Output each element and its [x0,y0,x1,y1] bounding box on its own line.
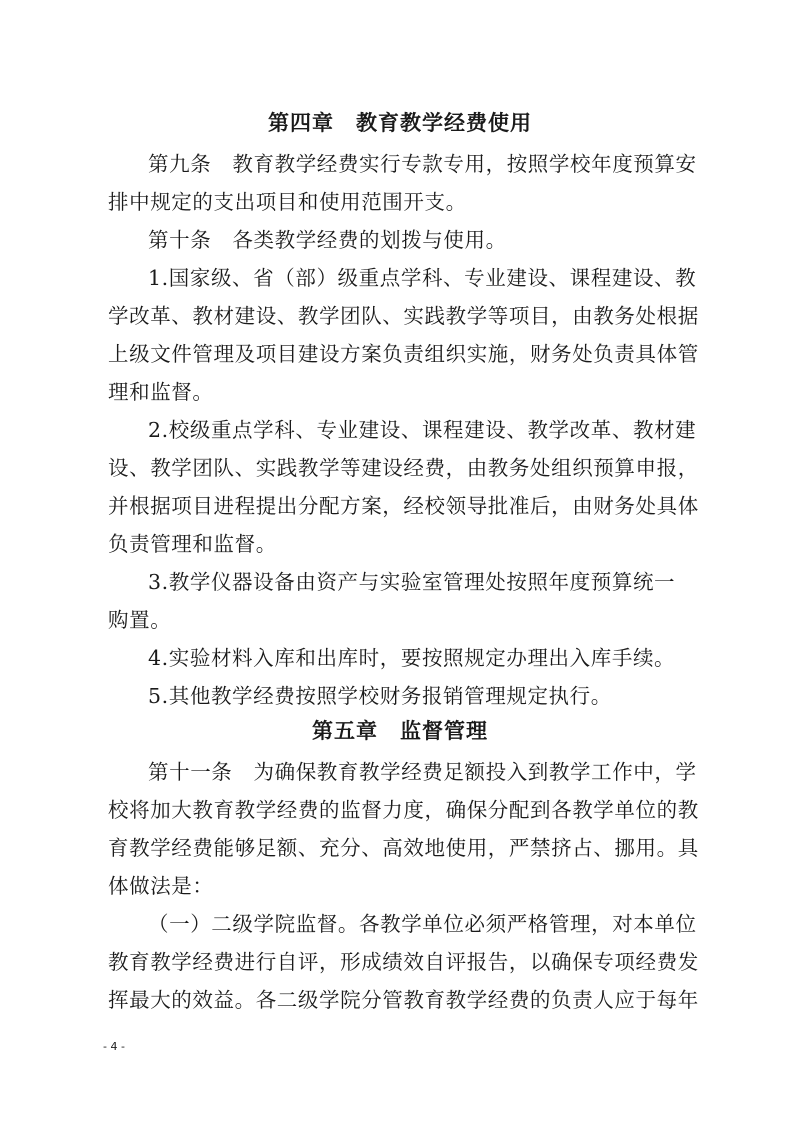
article-9-line-2: 排中规定的支出项目和使用范围开支。 [108,190,467,214]
item-2-line-4: 负责管理和监督。 [108,532,277,556]
item-5-line-1: 5.其他教学经费按照学校财务报销管理规定执行。 [148,684,612,708]
sub-1-line-1: （一）二级学院监督。各教学单位必须严格管理，对本单位 [148,912,697,936]
item-1-line-3: 上级文件管理及项目建设方案负责组织实施，财务处负责具体管 [108,342,699,366]
item-3-line-2: 购置。 [108,608,172,632]
article-9-line-1: 第九条 教育教学经费实行专款专用，按照学校年度预算安 [148,152,697,176]
sub-1-line-3: 挥最大的效益。各二级学院分管教育教学经费的负责人应于每年 [108,988,699,1012]
item-2-line-1: 2.校级重点学科、专业建设、课程建设、教学改革、教材建 [148,418,697,442]
item-3-line-1: 3.教学仪器设备由资产与实验室管理处按照年度预算统一 [148,570,676,594]
item-1-line-2: 学改革、教材建设、教学团队、实践教学等项目，由教务处根据 [108,304,699,328]
page-number: - 4 - [103,1040,125,1053]
item-1-line-1: 1.国家级、省（部）级重点学科、专业建设、课程建设、教 [148,266,697,290]
article-11-line-3: 育教学经费能够足额、充分、高效地使用，严禁挤占、挪用。具 [108,836,699,860]
article-11-line-4: 体做法是： [108,874,214,898]
item-2-line-2: 设、教学团队、实践教学等建设经费，由教务处组织预算申报， [108,456,699,480]
article-11-line-2: 校将加大教育教学经费的监督力度，确保分配到各教学单位的教 [108,798,699,822]
article-11-line-1: 第十一条 为确保教育教学经费足额投入到教学工作中，学 [148,760,697,784]
item-1-line-4: 理和监督。 [108,380,214,404]
chapter-5-heading: 第五章 监督管理 [312,719,488,743]
chapter-4-heading: 第四章 教育教学经费使用 [268,111,532,135]
article-10-line-1: 第十条 各类教学经费的划拨与使用。 [148,228,507,252]
item-2-line-3: 并根据项目进程提出分配方案，经校领导批准后，由财务处具体 [108,494,699,518]
item-4-line-1: 4.实验材料入库和出库时，要按照规定办理出入库手续。 [148,646,676,670]
sub-1-line-2: 教育教学经费进行自评，形成绩效自评报告，以确保专项经费发 [108,950,699,974]
